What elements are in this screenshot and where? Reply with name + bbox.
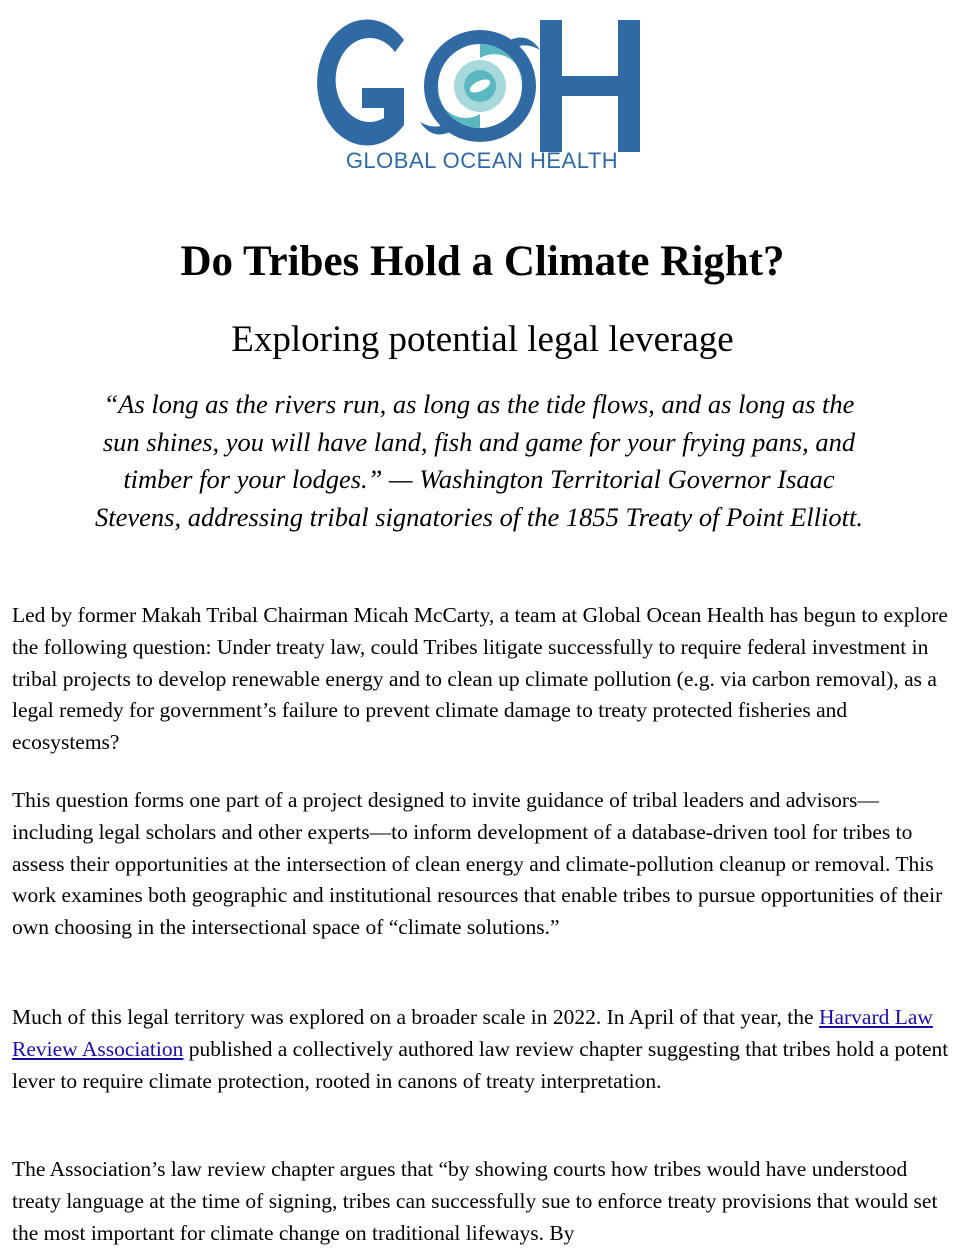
paragraph-3-lead-text: Much of this legal territory was explored on a broader scale in 2022. In April of that year, the bbox=[12, 1005, 819, 1029]
body-paragraph-3 bbox=[12, 1002, 952, 1097]
epigraph-quote: “As long as the rivers run, as long as the tide flows, and as long as the sun shines, you will have land, fish and game for your frying pans, and timber for your lodges.” — Washington Territorial Governor Isaac Stevens, addressing tribal signatories of the 1855 Treaty of Point Elliott. bbox=[95, 389, 863, 532]
body-paragraph-4: The Association’s law review chapter argues that “by showing courts how tribes would have understood treaty language at the time of signing, tribes can successfully sue to enforce treaty provisions that would set the most important for climate change on traditional lifeways. By bbox=[12, 1157, 938, 1245]
article-subtitle: Exploring potential legal leverage bbox=[231, 319, 734, 360]
article-title: Do Tribes Hold a Climate Right? bbox=[180, 238, 785, 285]
body-paragraph-1: Led by former Makah Tribal Chairman Micah McCarty, a team at Global Ocean Health has begun to explore the following question: Under treaty law, could Tribes litigate successfully to require federal investment in tribal projects to develop renewable energy and to clean up climate pollution (e.g. via carbon removal), as a legal remedy for government’s failure to prevent climate damage to treaty protected fisheries and ecosystems? bbox=[12, 603, 948, 755]
logo-ocean-emblem bbox=[420, 30, 540, 142]
paragraph-3-trailing-text: published a collectively authored law review chapter suggesting that tribes hold a potent lever to require climate protection, rooted in canons of treaty interpretation. bbox=[12, 1036, 949, 1093]
logo-letter-g bbox=[317, 20, 404, 146]
logo-tagline: GLOBAL OCEAN HEALTH bbox=[345, 148, 619, 173]
logo-letter-h bbox=[540, 20, 640, 152]
body-paragraph-2: This question forms one part of a project designed to invite guidance of tribal leaders and advisors—including legal scholars and other experts—to inform development of a database-driven tool for tribes to assess their opportunities at the intersection of clean energy and climate-pollution cleanup or removal. This work examines both geographic and institutional resources that enable tribes to pursue opportunities of their own choosing in the intersectional space of “climate solutions.” bbox=[12, 788, 943, 940]
goh-logo bbox=[300, 10, 665, 175]
harvard-law-review-link[interactable]: Harvard Law Review Association bbox=[12, 1005, 933, 1061]
